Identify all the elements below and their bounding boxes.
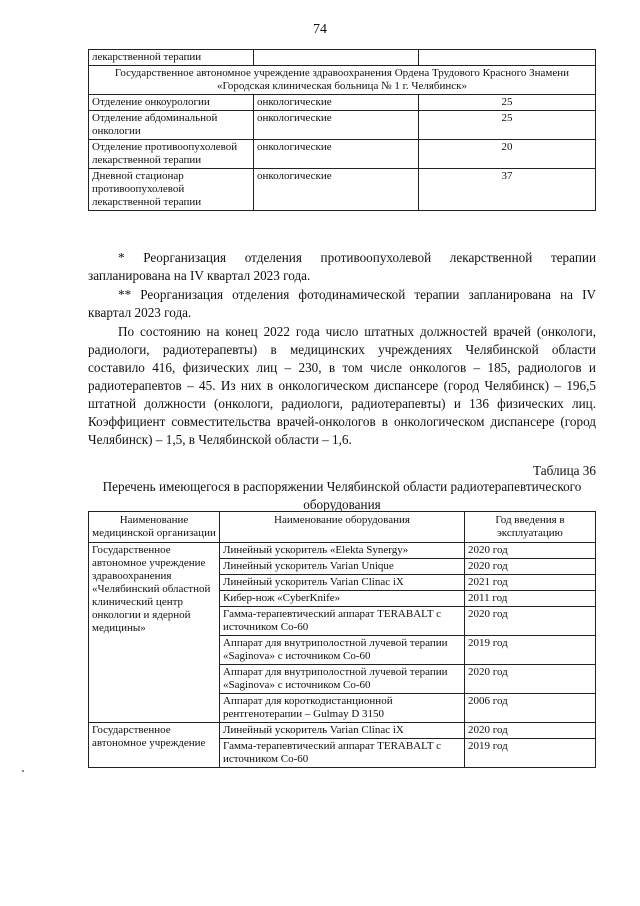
profile-cell: онкологические [254, 111, 419, 140]
profile-cell: онкологические [254, 169, 419, 211]
year-cell: 2020 год [465, 559, 596, 575]
table-row [89, 140, 596, 169]
table-cell: лекарственной терапии [89, 50, 254, 66]
body-paragraph: По состоянию на конец 2022 года число штатных должностей врачей (онкологи, радиологи, радиотерапевты) в медицинских учреждениях Челябинской области составило 416, физических лиц – 230, в том числе онкологов – 185, радиологов и радиотерапевтов – 45. Из них в онкологическом диспансере (город Челябинск) – 196,5 штатной должности (онкологи, радиологи, радиотерапевты) и 136 физических лиц. Коэффициент совместительства врачей-онкологов в онкологическом диспансере (город Челябинск) – 1,5, в Челябинской области – 1,6. [88, 324, 596, 447]
equipment-cell: Аппарат для короткодистанционной рентгенотерапии – Gulmay D 3150 [220, 694, 465, 723]
year-cell: 2020 год [465, 665, 596, 694]
year-cell: 2020 год [465, 723, 596, 739]
equipment-cell: Гамма-терапевтический аппарат TERABALT с источником Co-60 [220, 739, 465, 768]
dept-cell: Отделение абдоминальной онкологии [89, 111, 254, 140]
year-cell: 2020 год [465, 607, 596, 636]
table-cell [419, 50, 596, 66]
institution-header: Государственное автономное учреждение здравоохранения Ордена Трудового Красного Знамени «Городская клиническая больница № 1 г. Челябинск» [89, 66, 596, 95]
equipment-cell: Линейный ускоритель Varian Clinac iX [220, 575, 465, 591]
table-cell [254, 50, 419, 66]
dept-cell: Отделение противоопухолевой лекарственной терапии [89, 140, 254, 169]
equipment-cell: Гамма-терапевтический аппарат TERABALT с источником Co-60 [220, 607, 465, 636]
equipment-cell: Аппарат для внутриполостной лучевой терапии «Saginova» с источником Co-60 [220, 636, 465, 665]
scan-artifact [22, 770, 24, 772]
organization-cell: Государственное автономное учреждение здравоохранения «Челябинский областной клинический центр онкологии и ядерной медицины» [89, 543, 220, 723]
table-row [89, 50, 596, 66]
dept-cell: Дневной стационар противоопухолевой лекарственной терапии [89, 169, 254, 211]
year-cell: 2019 год [465, 739, 596, 768]
table-row [89, 169, 596, 211]
table-header-row [89, 512, 596, 543]
beds-cell: 25 [419, 111, 596, 140]
equipment-cell: Линейный ускоритель «Elekta Synergy» [220, 543, 465, 559]
equipment-cell: Аппарат для внутриполостной лучевой терапии «Saginova» с источником Co-60 [220, 665, 465, 694]
equipment-cell: Кибер-нож «CyberKnife» [220, 591, 465, 607]
year-cell: 2021 год [465, 575, 596, 591]
table-number: Таблица 36 [533, 463, 596, 478]
table-row [89, 543, 596, 559]
equipment-table [88, 511, 596, 768]
beds-cell: 37 [419, 169, 596, 211]
footnote-1: * Реорганизация отделения противоопухолевой лекарственной терапии запланирована на IV квартал 2023 года. [88, 250, 596, 283]
table-row [89, 111, 596, 140]
column-header: Наименование медицинской организации [89, 512, 220, 543]
table-row [89, 66, 596, 95]
profile-cell: онкологические [254, 140, 419, 169]
organization-cell: Государственное автономное учреждение [89, 723, 220, 768]
page-number: 74 [313, 22, 327, 37]
beds-cell: 20 [419, 140, 596, 169]
year-cell: 2006 год [465, 694, 596, 723]
equipment-cell: Линейный ускоритель Varian Clinac iX [220, 723, 465, 739]
column-header: Наименование оборудования [220, 512, 465, 543]
table-row [89, 95, 596, 111]
table-row [89, 723, 596, 739]
year-cell: 2019 год [465, 636, 596, 665]
footnote-2: ** Реорганизация отделения фотодинамической терапии запланирована на IV квартал 2023 года. [88, 287, 596, 320]
beds-cell: 25 [419, 95, 596, 111]
dept-cell: Отделение онкоурологии [89, 95, 254, 111]
table-title: Перечень имеющегося в распоряжении Челябинской области радиотерапевтического оборудования [102, 479, 582, 512]
year-cell: 2020 год [465, 543, 596, 559]
equipment-cell: Линейный ускоритель Varian Unique [220, 559, 465, 575]
profile-cell: онкологические [254, 95, 419, 111]
year-cell: 2011 год [465, 591, 596, 607]
column-header: Год введения в эксплуатацию [465, 512, 596, 543]
bed-fund-table [88, 49, 596, 211]
